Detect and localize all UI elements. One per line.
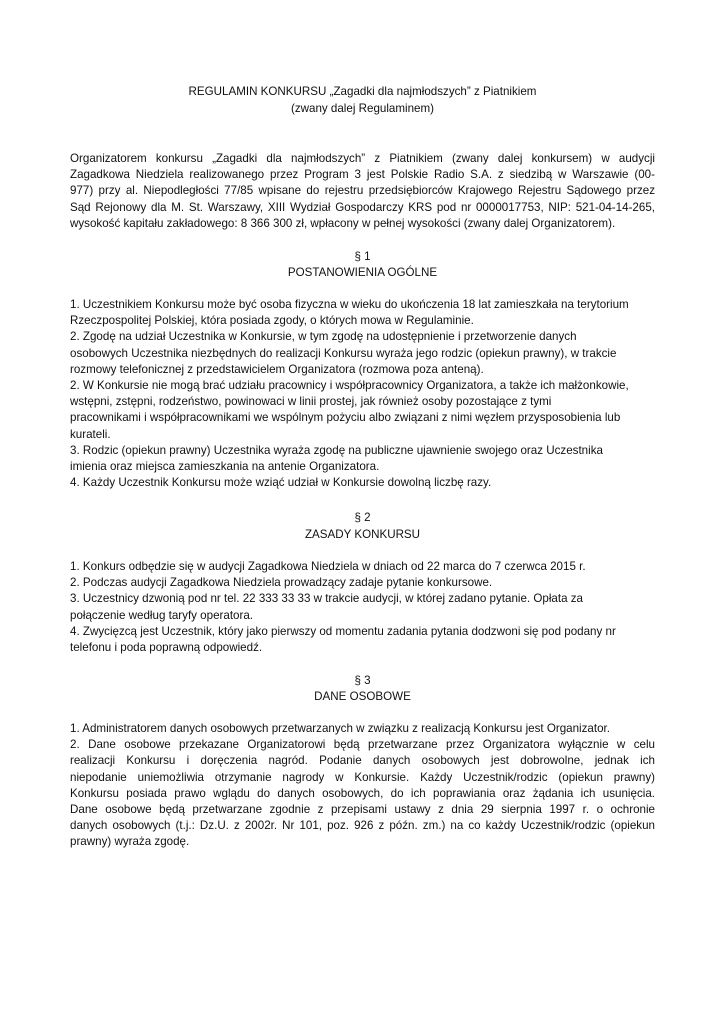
section1-body bbox=[70, 297, 655, 491]
section1-number: § 1 bbox=[354, 250, 371, 263]
section2-line: 1. Konkurs odbędzie się w audycji Zagadkowa Niedziela w dniach od 22 marca do 7 czerwca 2015 r. bbox=[70, 560, 586, 573]
section1-line: 4. Każdy Uczestnik Konkursu może wziąć udział w Konkursie dowolną liczbę razy. bbox=[70, 476, 492, 490]
section3-line: Konkursu posiada prawo wglądu do danych osobowych, do ich poprawiania oraz żądania ich usunięcia. bbox=[70, 786, 655, 800]
section3-line: 1. Administratorem danych osobowych przetwarzanych w związku z realizacją Konkursu jest Organizator. bbox=[70, 722, 610, 735]
section3-line: danych osobowych (t.j.: Dz.U. z 2002r. Nr 101, poz. 926 z późn. zm.) na co każdy Uczestnik/rodzic (opiekun bbox=[70, 819, 655, 833]
intro-line: 977) przy al. Niepodległości 77/85 wpisane do rejestru przedsiębiorców Krajowego Rejestru Sądowego przez bbox=[70, 184, 655, 198]
section3-line: prawny) wyraża zgodę. bbox=[70, 835, 190, 849]
intro-line: wysokość kapitału zakładowego: 8 366 300 zł, wpłacony w pełnej wysokości (zwany dalej Organizatorem). bbox=[70, 216, 616, 230]
section3-line: niepodanie uniemożliwia otrzymanie nagrody w Konkursie. Każdy Uczestnik/rodzic (opiekun prawny) bbox=[70, 770, 655, 784]
intro-line: Sąd Rejonowy dla M. St. Warszawy, XIII Wydział Gospodarczy KRS pod nr 0000017753, NIP: 521-04-14-265, bbox=[70, 200, 655, 214]
section1-line: rozmowy telefonicznej z przedstawicielem Organizatora (rozmowa poza anteną). bbox=[70, 362, 484, 376]
section1-line: imienia oraz miejsca zamieszkania na antenie Organizatora. bbox=[70, 460, 380, 474]
section1-line: 3. Rodzic (opiekun prawny) Uczestnika wyraża zgodę na publiczne ujawnienie swojego oraz Uczestnika bbox=[70, 443, 603, 457]
section2-line: 2. Podczas audycji Zagadkowa Niedziela prowadzący zadaje pytanie konkursowe. bbox=[70, 576, 493, 590]
section2-line: telefonu i poda poprawną odpowiedź. bbox=[70, 641, 263, 655]
section3-number: § 3 bbox=[354, 674, 371, 687]
section1-line: 2. W Konkursie nie mogą brać udziału pracownicy i współpracownicy Organizatora, a także ich małżonkowie, bbox=[70, 379, 629, 393]
section2-number: § 2 bbox=[354, 511, 371, 524]
section3-body bbox=[70, 721, 655, 851]
section2-line: połączenie według taryfy operatora. bbox=[70, 608, 254, 622]
section2-line: 4. Zwycięzcą jest Uczestnik, który jako pierwszy od momentu zadania pytania dodzwoni się pod podany nr bbox=[70, 624, 616, 638]
section3-line: realizacji Konkursu i doręczenia nagród. Podanie danych osobowych jest dobrowolne, jednak ich bbox=[70, 754, 655, 768]
intro-line: Organizatorem konkursu „Zagadki dla najmłodszych” z Piatnikiem (zwany dalej konkursem) w audycji bbox=[70, 152, 655, 165]
section3-line: 2. Dane osobowe przekazane Organizatorowi będą przetwarzane przez Organizatora wyłącznie w celu bbox=[70, 738, 655, 752]
section1-line: 2. Zgodę na udział Uczestnika w Konkursie, w tym zgodę na udostępnienie i przetworzenie danych bbox=[70, 330, 577, 344]
section1-line: Rzeczpospolitej Polskiej, która posiada zgody, o których mowa w Regulaminie. bbox=[70, 314, 474, 328]
section1-line: pracownikami i współpracownikami we wspólnym pożyciu albo związani z nimi węzłem przysposobienia lub bbox=[70, 411, 621, 425]
document-title: REGULAMIN KONKURSU „Zagadki dla najmłodszych” z Piatnikiem bbox=[188, 85, 537, 98]
section2-line: 3. Uczestnicy dzwonią pod nr tel. 22 333 33 33 w trakcie audycji, w której zadano pytanie. Opłata za bbox=[70, 592, 583, 606]
section1-line: kurateli. bbox=[70, 427, 111, 441]
section1-line: wstępni, zstępni, rodzeństwo, powinowaci w linii prostej, jak również osoby pozostające z tymi bbox=[70, 395, 552, 409]
section1-line: 1. Uczestnikiem Konkursu może być osoba fizyczna w wieku do ukończenia 18 lat zamieszkała na terytorium bbox=[70, 298, 629, 311]
intro-paragraph bbox=[70, 151, 655, 232]
section2-heading: ZASADY KONKURSU bbox=[304, 528, 421, 541]
document-subtitle: (zwany dalej Regulaminem) bbox=[290, 102, 435, 115]
section3-line: Dane osobowe będą przetwarzane zgodnie z przepisami ustawy z dnia 29 sierpnia 1997 r. o ochronie bbox=[70, 803, 655, 817]
section1-heading: POSTANOWIENIA OGÓLNE bbox=[287, 266, 438, 279]
section2-body bbox=[70, 559, 655, 656]
section1-line: osobowych Uczestnika niezbędnych do realizacji Konkursu wyraża jego rodzic (opiekun prawny), w trakcie bbox=[70, 346, 617, 360]
intro-line: Zagadkowa Niedziela realizowanego przez Program 3 jest Polskie Radio S.A. z siedzibą w Warszawie (00- bbox=[70, 168, 655, 182]
section3-heading: DANE OSOBOWE bbox=[314, 690, 411, 703]
